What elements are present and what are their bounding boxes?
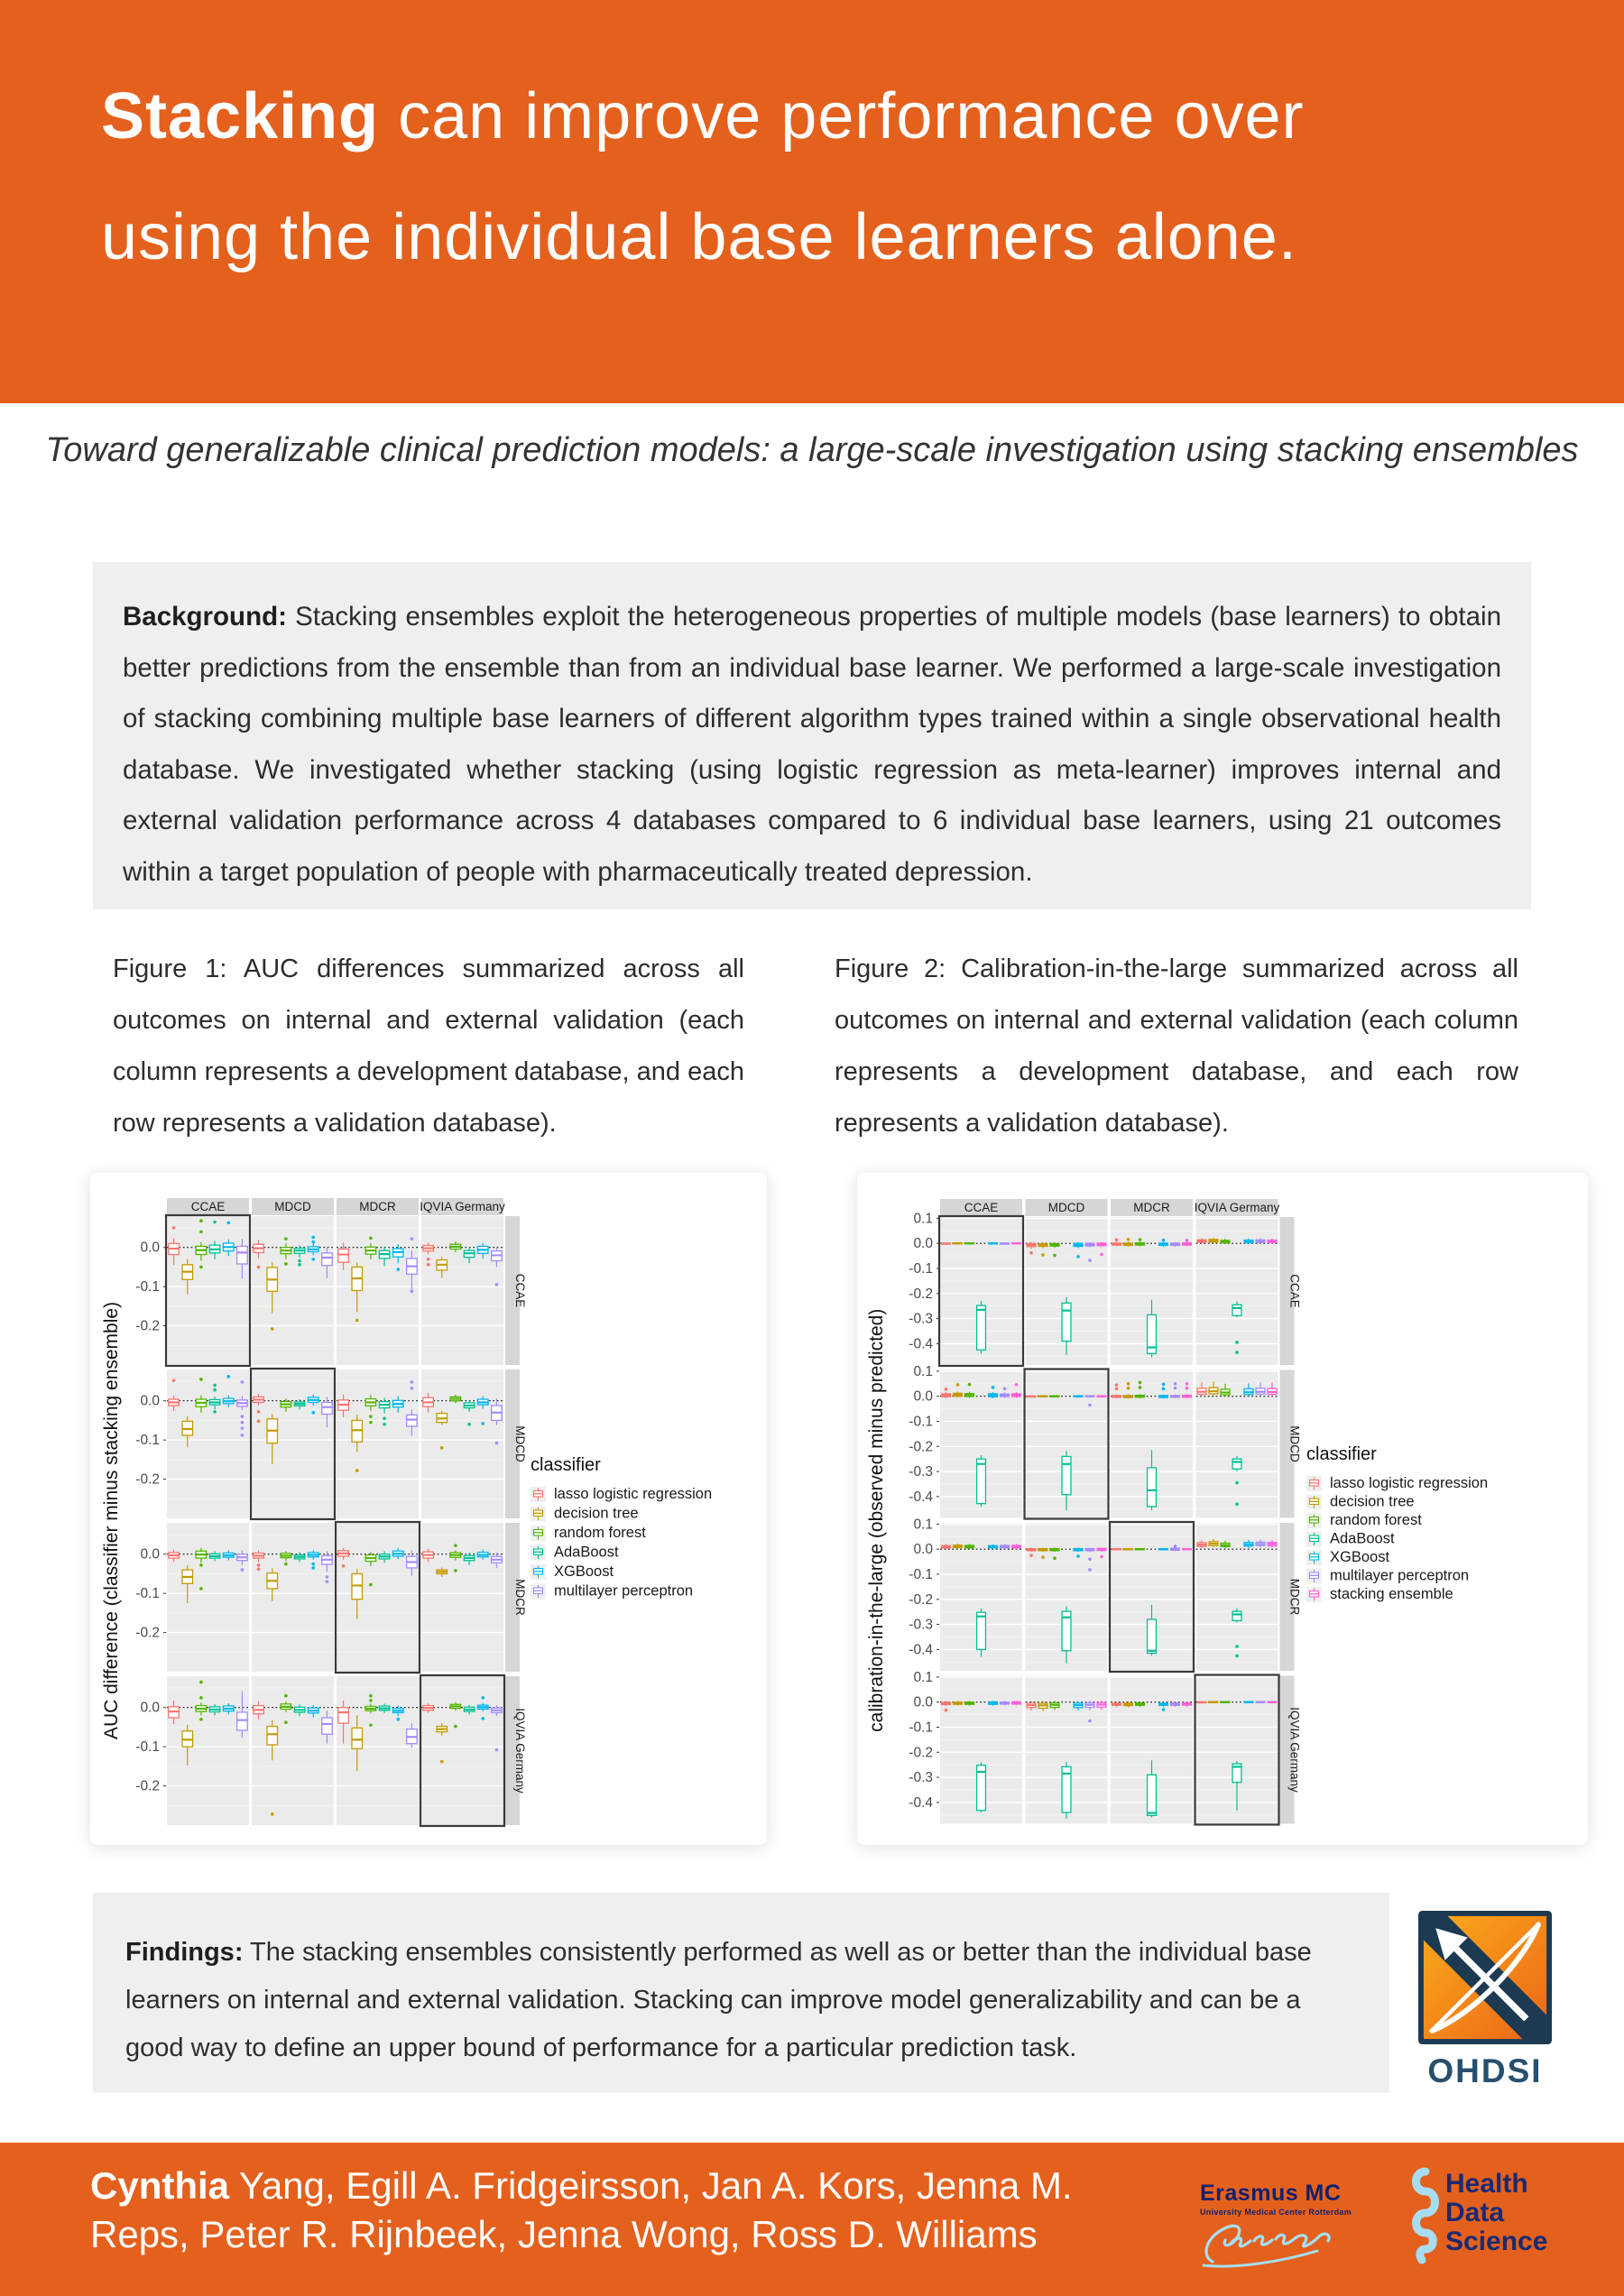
svg-text:decision tree: decision tree [1330,1493,1415,1510]
svg-text:-0.1: -0.1 [135,1739,160,1756]
svg-text:-0.2: -0.2 [135,1471,160,1488]
svg-text:IQVIA Germany: IQVIA Germany [1287,1707,1302,1793]
footer-banner [0,2143,1624,2296]
svg-text:AUC difference (classifier min: AUC difference (classifier minus stacking ensemble) [101,1301,122,1740]
erasmus-mc-subtitle: University Medical Center Rotterdam [1200,2208,1352,2217]
svg-text:MDCR: MDCR [1287,1578,1302,1616]
svg-text:0.1: 0.1 [913,1669,933,1685]
svg-text:CCAE: CCAE [190,1200,226,1213]
svg-text:-0.1: -0.1 [135,1586,160,1602]
subtitle: Toward generalizable clinical prediction models: a large-scale investigation using stacking ensembles [45,431,1579,469]
svg-text:MDCR: MDCR [1133,1201,1170,1214]
svg-text:-0.1: -0.1 [909,1414,933,1430]
svg-text:MDCR: MDCR [359,1200,396,1213]
svg-text:0.0: 0.0 [140,1393,160,1409]
svg-text:0.0: 0.0 [140,1546,160,1563]
findings-text: The stacking ensembles consistently performed as well as or better than the individual base learners on internal and external validation. Stacking can improve model generalizability and can be a good way to define an upper bound of performance for a particular prediction task. [125,1938,1312,2062]
svg-text:-0.3: -0.3 [909,1311,933,1327]
page-title-line2: using the individual base learners alone. [101,201,1297,273]
page-title-keyword: Stacking [101,80,380,152]
svg-text:-0.2: -0.2 [909,1439,933,1455]
svg-text:IQVIA Germany: IQVIA Germany [1194,1201,1280,1214]
svg-text:MDCD: MDCD [274,1200,311,1213]
svg-text:random forest: random forest [1330,1512,1422,1528]
svg-text:-0.3: -0.3 [909,1617,933,1633]
svg-text:0.0: 0.0 [913,1236,933,1252]
svg-text:-0.2: -0.2 [135,1778,160,1794]
svg-text:AdaBoost: AdaBoost [554,1544,619,1561]
svg-text:-0.3: -0.3 [909,1770,933,1786]
svg-text:-0.2: -0.2 [909,1286,933,1302]
svg-text:IQVIA Germany: IQVIA Germany [420,1200,505,1213]
svg-text:-0.1: -0.1 [909,1260,933,1277]
svg-text:-0.2: -0.2 [909,1745,933,1761]
svg-text:CCAE: CCAE [964,1201,999,1214]
svg-text:-0.1: -0.1 [135,1433,160,1449]
svg-text:-0.1: -0.1 [135,1279,160,1296]
svg-text:0.0: 0.0 [140,1700,160,1716]
caption-figure-2: Figure 2: Calibration-in-the-large summarized across all outcomes on internal and external validation (each column represents a development database, and each row represents a validation database). [835,954,1518,1138]
svg-text:lasso logistic regression: lasso logistic regression [554,1486,713,1502]
page-title-line1: Stacking can improve performance over [101,80,1305,152]
ohdsi-logo [1416,1911,1554,2090]
header-banner [0,0,1624,403]
svg-text:multilayer perceptron: multilayer perceptron [554,1582,694,1600]
page-title [101,56,1563,298]
figure-2-chart [857,1173,1588,1845]
svg-text:classifier: classifier [531,1455,601,1475]
svg-text:-0.1: -0.1 [909,1566,933,1582]
svg-text:-0.1: -0.1 [909,1720,933,1736]
svg-text:classifier: classifier [1306,1444,1377,1464]
svg-text:MDCD: MDCD [513,1425,527,1462]
figure-1-chart [90,1173,767,1845]
background-label: Background: [123,602,287,632]
svg-text:0.0: 0.0 [913,1542,933,1558]
svg-text:-0.4: -0.4 [909,1794,933,1811]
svg-text:-0.2: -0.2 [135,1625,160,1641]
svg-text:CCAE: CCAE [513,1273,527,1308]
svg-text:-0.3: -0.3 [909,1464,933,1480]
findings-section [93,1893,1389,2093]
svg-text:0.1: 0.1 [913,1517,933,1533]
background-section [93,562,1531,909]
svg-text:XGBoost: XGBoost [554,1563,614,1580]
health-data-science-logo [1406,2166,1547,2265]
ohdsi-wordmark: OHDSI [1427,2052,1543,2089]
svg-text:lasso logistic regression: lasso logistic regression [1330,1475,1489,1491]
svg-text:0.1: 0.1 [913,1211,933,1227]
svg-text:multilayer perceptron: multilayer perceptron [1330,1567,1470,1584]
ohdsi-logo-icon [1418,1911,1552,2044]
background-text: Stacking ensembles exploit the heterogeneous properties of multiple models (base learners) to obtain better predictions from the ensemble than from an individual base learner. We performed a large-scale investigation of stacking combining multiple base learners of different algorithm types trained within a single observational health database. We investigated whether stacking (using logistic regression as meta-learner) improves internal and external validation performance across 4 databases compared to 6 individual base learners, using 21 outcomes within a target population of people with pharmaceutically treated depression. [123,602,1501,887]
authors-line2: Reps, Peter R. Rijnbeek, Jenna Wong, Ross D. Williams [90,2213,1038,2255]
svg-text:0.0: 0.0 [140,1240,160,1256]
svg-text:XGBoost: XGBoost [1330,1549,1390,1565]
svg-text:-0.4: -0.4 [909,1642,933,1658]
svg-text:MDCR: MDCR [513,1579,527,1616]
hds-wordmark: Health Data Science [1445,2169,1548,2256]
svg-text:AdaBoost: AdaBoost [1330,1530,1395,1547]
authors-list [90,2162,1073,2259]
svg-text:stacking ensemble: stacking ensemble [1330,1586,1453,1602]
hds-caduceus-icon [1406,2166,1440,2265]
svg-text:-0.4: -0.4 [909,1489,933,1505]
svg-text:calibration-in-the-large (obse: calibration-in-the-large (observed minus predicted) [866,1308,887,1732]
svg-text:-0.2: -0.2 [909,1591,933,1608]
erasmus-signature-icon [1200,2217,1362,2269]
caption-figure-1: Figure 1: AUC differences summarized across all outcomes on internal and external validation (each column represents a development database, and each row represents a validation database). [113,954,744,1138]
svg-text:-0.2: -0.2 [135,1318,160,1334]
svg-text:0.1: 0.1 [913,1363,933,1379]
svg-text:0.0: 0.0 [913,1388,933,1405]
erasmus-mc-wordmark: Erasmus MC [1200,2181,1342,2206]
svg-text:IQVIA Germany: IQVIA Germany [513,1708,527,1793]
svg-text:MDCD: MDCD [1047,1201,1085,1214]
svg-text:random forest: random forest [554,1525,646,1541]
findings-label: Findings: [125,1938,244,1967]
svg-text:0.0: 0.0 [913,1694,933,1710]
erasmus-mc-logo [1200,2181,1371,2273]
authors-line1: Cynthia Yang, Egill A. Fridgeirsson, Jan A. Kors, Jenna M. [90,2164,1073,2207]
svg-text:decision tree: decision tree [554,1505,639,1522]
svg-text:MDCD: MDCD [1287,1425,1302,1462]
svg-text:-0.4: -0.4 [909,1336,933,1352]
svg-text:CCAE: CCAE [1287,1274,1302,1308]
